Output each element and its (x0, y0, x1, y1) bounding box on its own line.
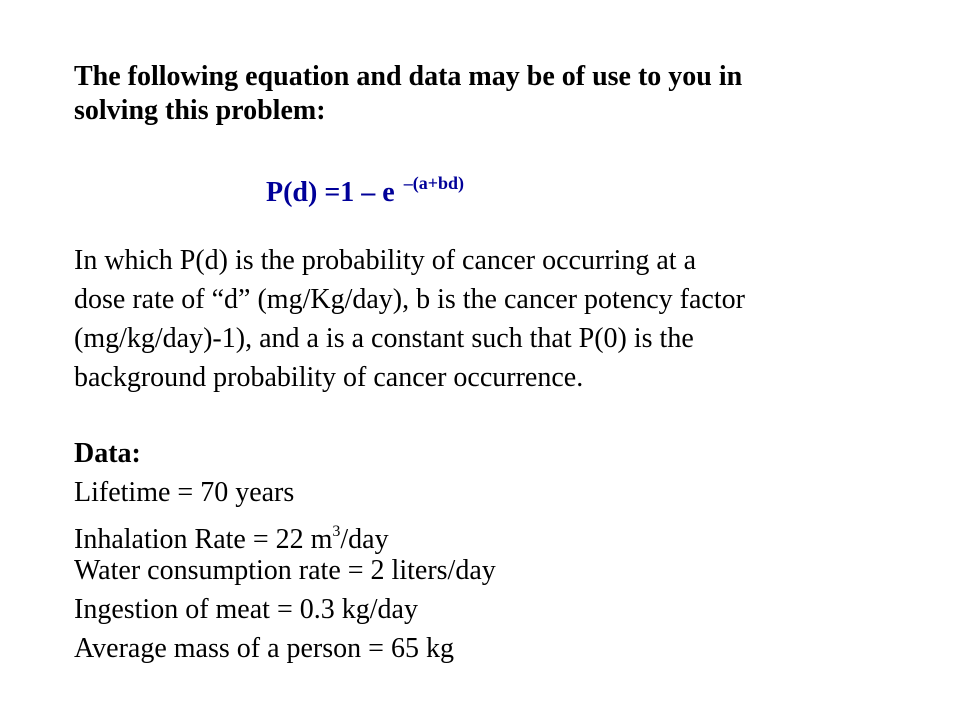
explanation-line-2: dose rate of “d” (mg/Kg/day), b is the cancer potency factor (74, 284, 745, 315)
explanation-line-4: background probability of cancer occurrence. (74, 362, 584, 393)
inhalation-superscript: 3 (332, 523, 341, 540)
data-heading: Data: (74, 438, 141, 469)
data-average-mass: Average mass of a person = 65 kg (74, 633, 454, 664)
data-inhalation-rate (74, 515, 389, 557)
explanation-line-1: In which P(d) is the probability of cancer occurring at a (74, 245, 697, 276)
probability-equation (266, 166, 464, 210)
inhalation-suffix: /day (340, 524, 389, 555)
inhalation-prefix: Inhalation Rate = 22 m (74, 524, 333, 555)
data-meat-ingestion: Ingestion of meat = 0.3 kg/day (74, 594, 418, 625)
data-water-consumption: Water consumption rate = 2 liters/day (74, 555, 496, 586)
data-lifetime: Lifetime = 70 years (74, 477, 295, 508)
equation-base: P(d) =1 – e (266, 177, 395, 208)
intro-line-2: solving this problem: (74, 95, 326, 126)
equation-exponent: –(a+bd) (403, 173, 464, 193)
intro-line-1: The following equation and data may be of use to you in (74, 61, 743, 92)
explanation-line-3: (mg/kg/day)-1), and a is a constant such that P(0) is the (74, 323, 694, 354)
